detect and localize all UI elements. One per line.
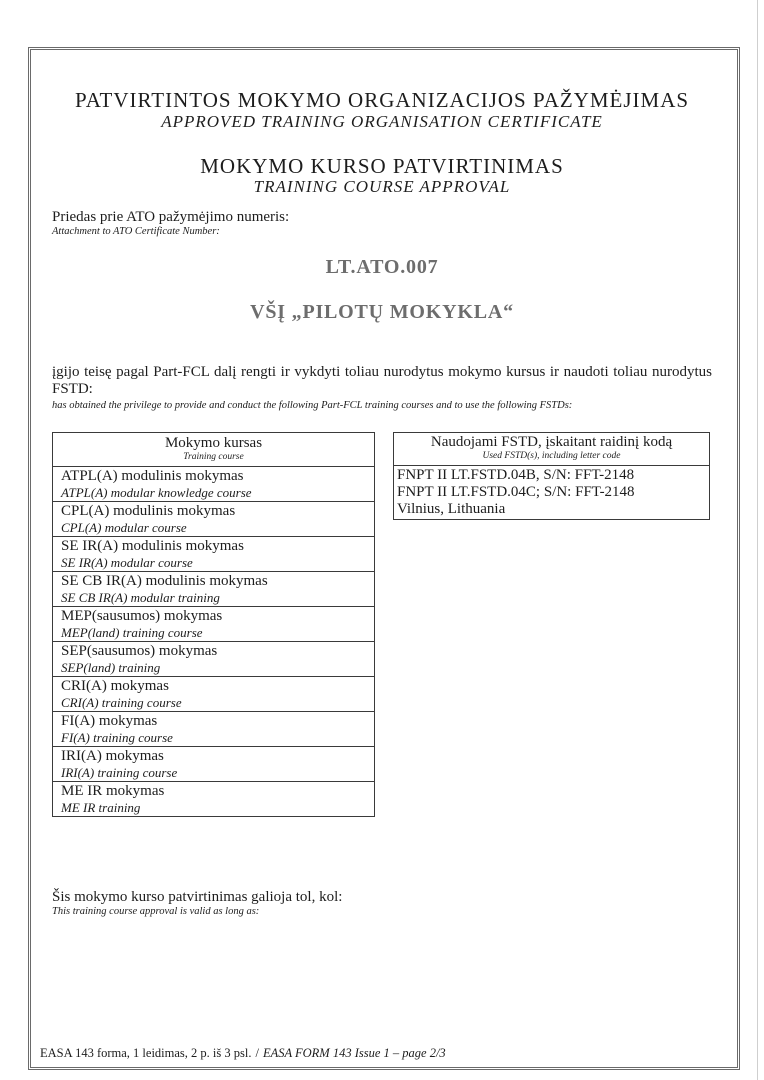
course-row bbox=[53, 746, 374, 781]
fstd-header-label: Naudojami FSTD, įskaitant raidinį kodą bbox=[430, 434, 673, 450]
certificate-title: PATVIRTINTOS MOKYMO ORGANIZACIJOS PAŽYMĖJIMAS bbox=[74, 88, 690, 112]
attachment-label-english: Attachment to ATO Certificate Number: bbox=[52, 226, 220, 237]
organisation-name: VŠĮ „PILOTŲ MOKYKLA“ bbox=[250, 301, 514, 323]
course-name-english: SE IR(A) modular course bbox=[61, 555, 193, 570]
courses-header-label-english: Training course bbox=[183, 452, 244, 462]
training-courses-table bbox=[52, 432, 375, 817]
course-row bbox=[53, 466, 374, 501]
attachment-label: Priedas prie ATO pažymėjimo numeris: bbox=[52, 209, 290, 225]
privilege-statement: įgijo teisę pagal Part-FCL dalį rengti ir vykdyti toliau nurodytus mokymo kursus ir naudoti toliau nurodytus FSTD: bbox=[52, 364, 712, 397]
approval-subtitle: MOKYMO KURSO PATVIRTINIMAS bbox=[200, 154, 564, 178]
fstd-table-header bbox=[394, 433, 709, 465]
course-name: ME IR mokymas bbox=[61, 783, 165, 799]
footer-form-reference: EASA 143 forma, 1 leidimas, 2 p. iš 3 psl. bbox=[40, 1046, 252, 1060]
course-name: ATPL(A) modulinis mokymas bbox=[61, 468, 244, 484]
course-name: SEP(sausumos) mokymas bbox=[61, 643, 218, 659]
course-name: FI(A) mokymas bbox=[61, 713, 158, 729]
course-name-english: ME IR training bbox=[61, 800, 141, 815]
form-footer bbox=[40, 1045, 446, 1061]
course-name: IRI(A) mokymas bbox=[61, 748, 164, 764]
fstd-table bbox=[393, 432, 710, 520]
fstd-location: Vilnius, Lithuania bbox=[397, 501, 506, 517]
certificate-number: LT.ATO.007 bbox=[325, 256, 439, 278]
course-row bbox=[53, 641, 374, 676]
course-row bbox=[53, 711, 374, 746]
courses-header-label: Mokymo kursas bbox=[164, 435, 263, 451]
footer-separator: / bbox=[255, 1046, 259, 1060]
courses-table-header bbox=[53, 433, 374, 466]
course-name-english: FI(A) training course bbox=[61, 730, 173, 745]
course-name-english: SEP(land) training bbox=[61, 660, 161, 675]
course-name-english: CRI(A) training course bbox=[61, 695, 182, 710]
course-row bbox=[53, 501, 374, 536]
course-row bbox=[53, 781, 374, 816]
fstd-entry: FNPT II LT.FSTD.04C; S/N: FFT-2148 bbox=[397, 484, 635, 500]
course-name: CPL(A) modulinis mokymas bbox=[61, 503, 236, 519]
validity-statement: Šis mokymo kurso patvirtinimas galioja tol, kol: bbox=[52, 889, 343, 905]
course-row bbox=[53, 606, 374, 641]
course-name-english: SE CB IR(A) modular training bbox=[61, 590, 220, 605]
course-row bbox=[53, 536, 374, 571]
course-row bbox=[53, 676, 374, 711]
course-name-english: ATPL(A) modular knowledge course bbox=[61, 485, 252, 500]
footer-form-reference-english: EASA FORM 143 Issue 1 – page 2/3 bbox=[262, 1046, 446, 1060]
course-name: SE CB IR(A) modulinis mokymas bbox=[61, 573, 268, 589]
course-name: CRI(A) mokymas bbox=[61, 678, 169, 694]
validity-statement-english: This training course approval is valid as long as: bbox=[52, 906, 260, 917]
fstd-header-label-english: Used FSTD(s), including letter code bbox=[482, 451, 621, 461]
fstd-entry: FNPT II LT.FSTD.04B, S/N: FFT-2148 bbox=[397, 467, 635, 483]
course-row bbox=[53, 571, 374, 606]
course-name-english: MEP(land) training course bbox=[61, 625, 203, 640]
course-name: MEP(sausumos) mokymas bbox=[61, 608, 223, 624]
course-name-english: IRI(A) training course bbox=[61, 765, 178, 780]
course-name-english: CPL(A) modular course bbox=[61, 520, 187, 535]
privilege-statement-english: has obtained the privilege to provide and conduct the following Part-FCL training courses and to use the following FSTDs: bbox=[52, 400, 573, 411]
fstd-table-body bbox=[394, 465, 709, 519]
course-name: SE IR(A) modulinis mokymas bbox=[61, 538, 244, 554]
approval-subtitle-english: TRAINING COURSE APPROVAL bbox=[253, 177, 511, 196]
certificate-title-english: APPROVED TRAINING ORGANISATION CERTIFICATE bbox=[161, 112, 603, 131]
